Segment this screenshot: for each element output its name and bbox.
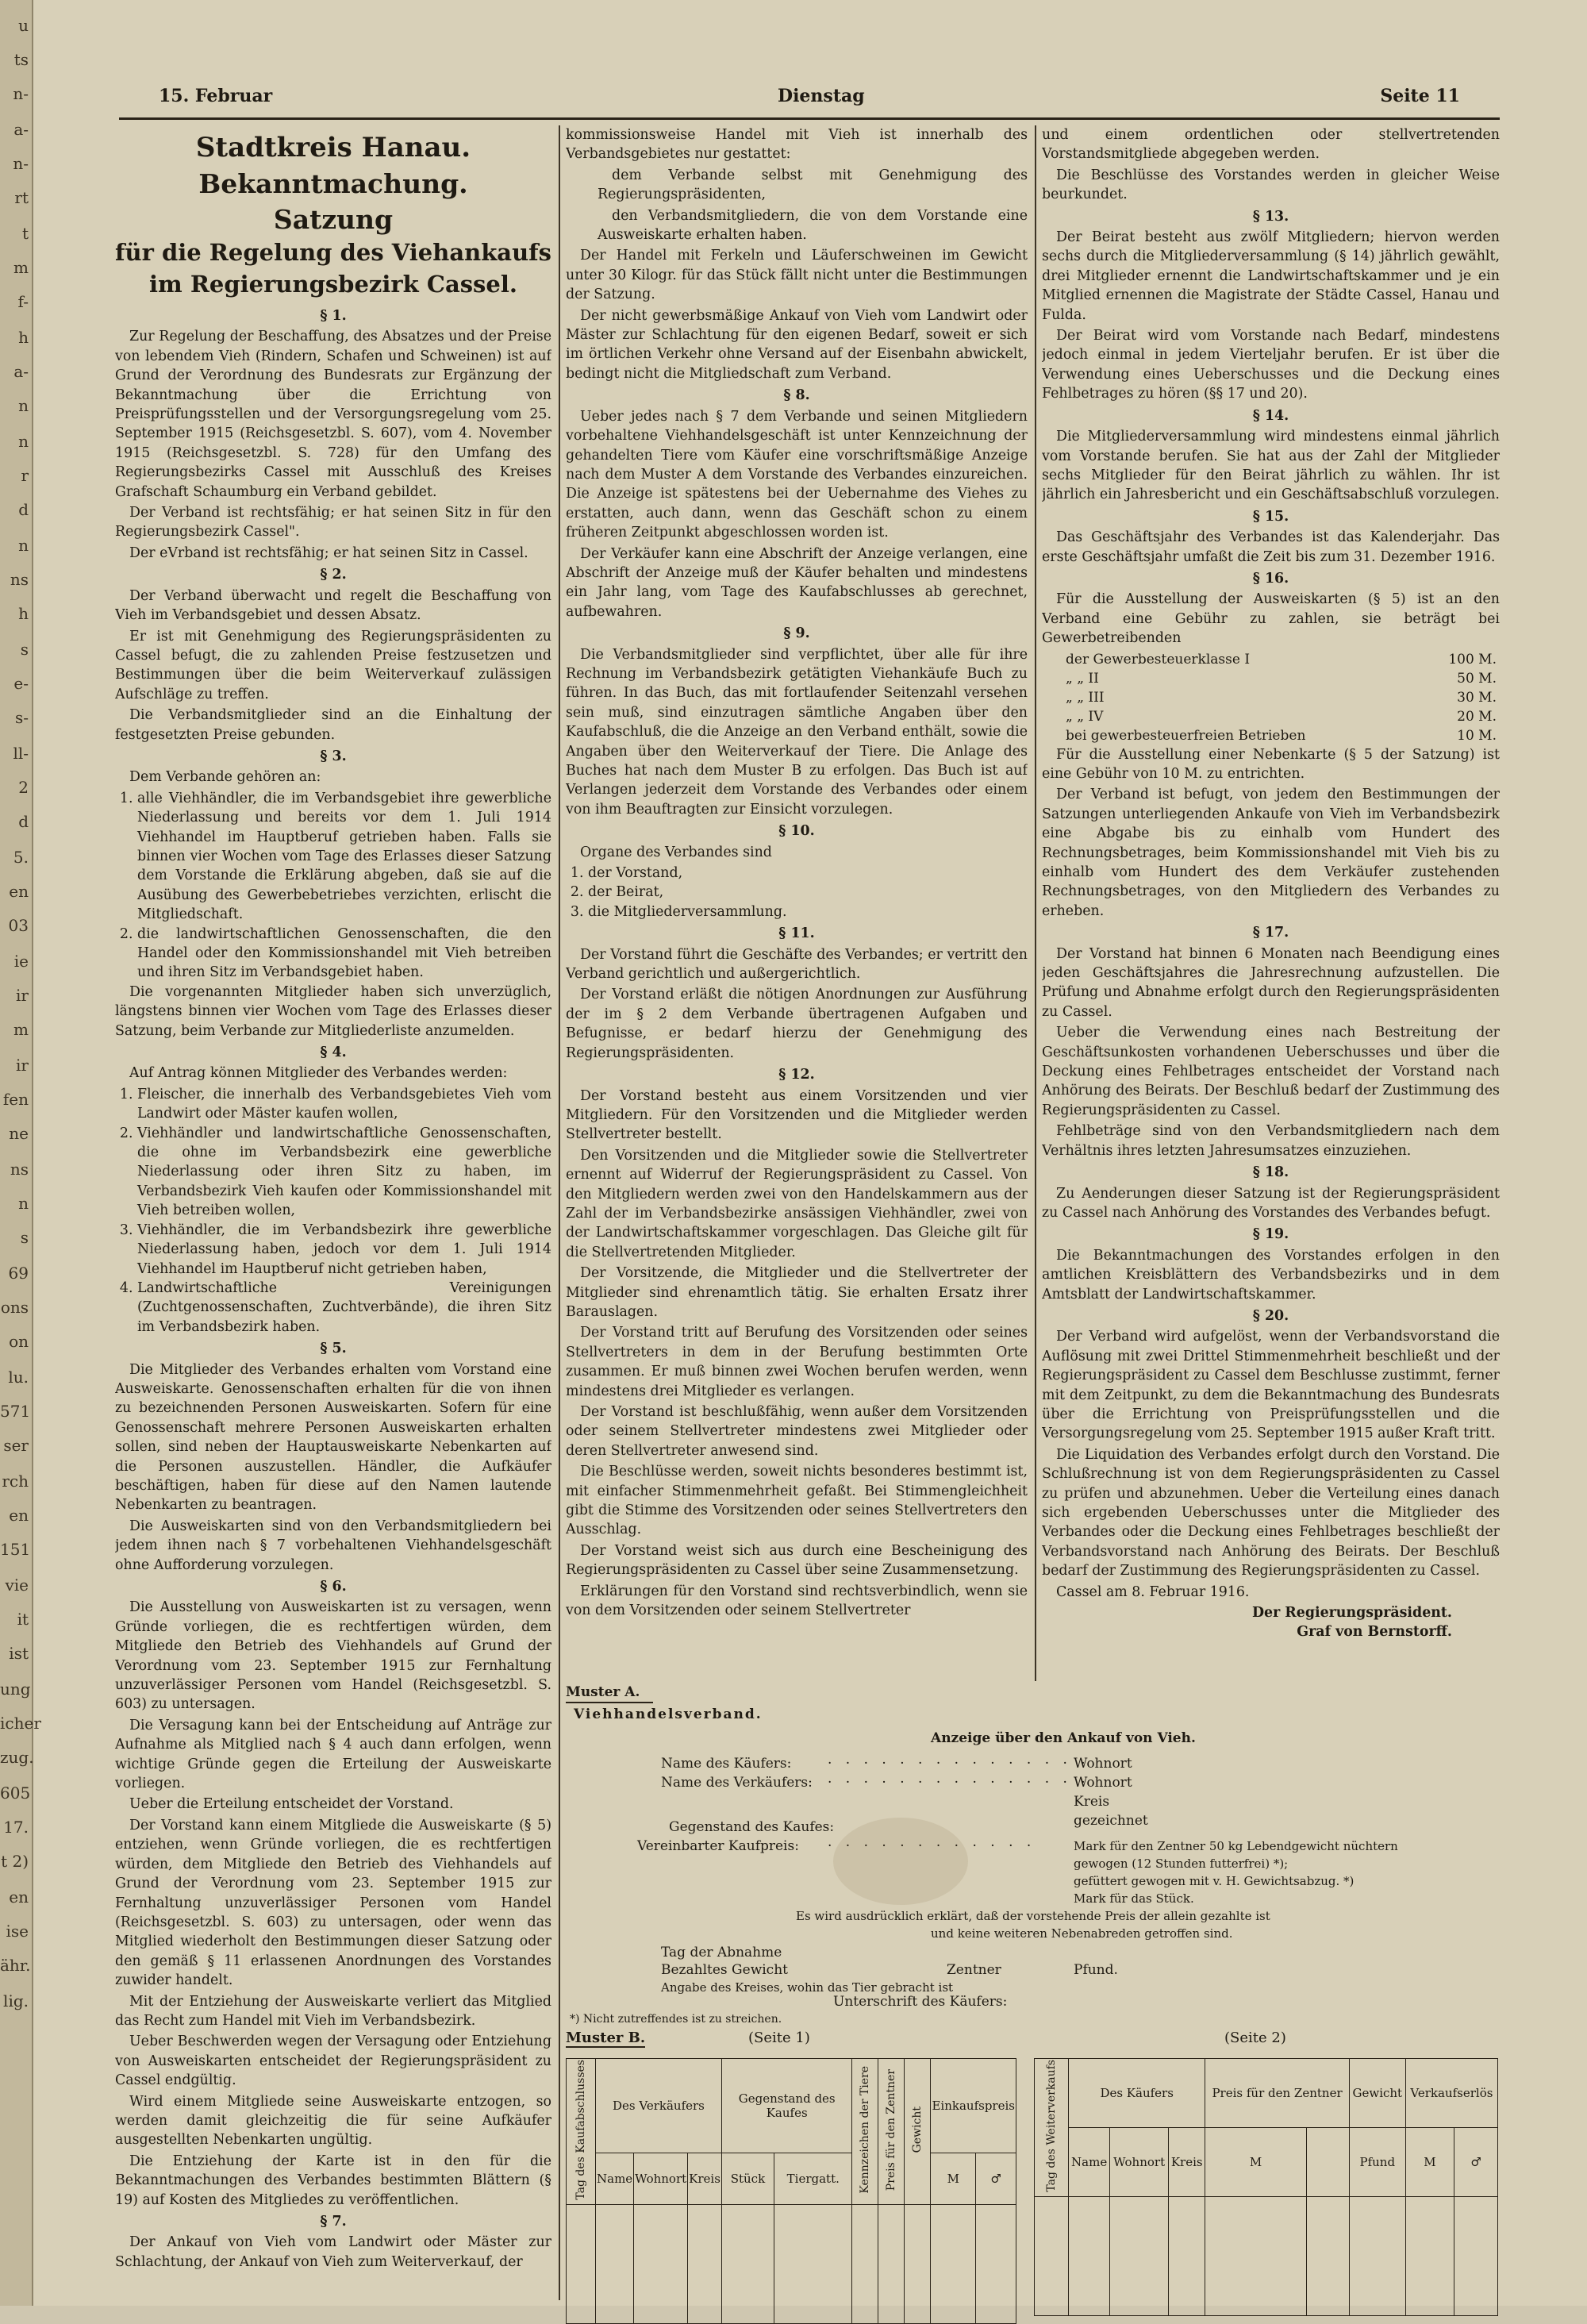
buyer-signature-label: Unterschrift des Käufers: <box>833 1994 1008 2010</box>
paragraph: Organe des Verbandes sind <box>580 844 772 860</box>
dotted-line: · · · · · · · · · · · · <box>828 1838 1036 1854</box>
edge-fragment: ts <box>13 50 29 69</box>
form-muster-a <box>566 1683 1500 1995</box>
paragraph: Der Vorstand kann einem Mitgliede die Ausweiskarte (§ 5) entziehen, wenn Gründe vorliegen, die es rechtfertigen würden, dem Mitgliede den Betrieb des Viehhandels auf Grund der Verordnung vom 23. September 1915 zur Fernhaltung unzuverlässiger Personen vom Handel (Reichsgesetzbl. S. 603) zu untersagen, oder wenn das Mitglied wiederholt den Bestimmungen dieser Satzung oder den gemäß § 11 erlassenen Anordnungen des Vorstandes zuwider handelt. <box>115 1817 551 1989</box>
price-line-3: gefüttert gewogen mit v. H. Gewichtsabzug. *) <box>1074 1874 1355 1888</box>
announcement-title: Bekanntmachung. <box>198 168 468 199</box>
edge-fragment: rt <box>14 188 29 207</box>
section-heading: § 4. <box>320 1045 347 1061</box>
paragraph: Die Versagung kann bei der Entscheidung auf Anträge zur Aufnahme als Mitglied nach § 4 auch dann erfolgen, wenn wichtige Gründe gegen die Erteilung der Ausweiskarte vorliegen. <box>115 1717 551 1792</box>
paragraph: Der Vorsitzende, die Mitglieder und die Stellvertreter der Mitglieder sind ehrenamtlich tätig. Sie erhalten Ersatz ihrer Barauslagen. <box>566 1265 1028 1320</box>
paragraph: Die Entziehung der Karte ist in den für die Bekanntmachungen des Verbandes bestimmten Blättern (§ 19) auf Kosten des Mitgliedes zu veröffentlichen. <box>115 2153 551 2208</box>
list-item: 2. Viehhändler und landwirtschaftliche Genossenschaften, die ohne im Verbandsbezirk eine gewerbliche Niederlassung oder ihren Sitz zu haben, im Verbandsbezirk Vieh kaufen oder Kommissionshandel mit Vieh betreiben wollen, <box>137 1124 551 1221</box>
zentner-label: Zentner <box>947 1962 1001 1978</box>
fee-amount: 100 M. <box>1448 651 1497 668</box>
optional-member-list <box>115 1085 551 1337</box>
col-header: ♂ <box>976 2153 1016 2204</box>
fee-amount: 10 M. <box>1457 727 1497 744</box>
paragraph: Die Liquidation des Verbandes erfolgt durch den Vorstand. Die Schlußrechnung ist von dem Regierungspräsidenten zu Cassel zu prüfen und abzunehmen. Ueber die Verteilung eines danach sich ergebenden Ueberschusses unter die Mitglieder des Verbandes oder die Deckung eines Fehlbetrages beschließt der Verbandsvorstand nach Anhörung des Beirats. Der Beschluß bedarf der Zustimmung des Regierungspräsidenten zu Cassel. <box>1042 1446 1500 1579</box>
list-item: 1. alle Viehhändler, die im Verbandsgebiet ihre gewerbliche Niederlassung und bereits vor dem 1. Juli 1914 Viehhandel im Hauptberuf getrieben haben. Falls sie binnen vier Wochen vom Tage des Erlasses dieser Satzung dem Vorstande die Erklärung abgeben, daß sie auf die Ausübung des Gewerbebetriebes verzichten, erlischt die Mitgliedschaft. <box>137 789 551 925</box>
col-header: Kreis <box>1169 2127 1205 2196</box>
col-header <box>1306 2127 1349 2196</box>
section-heading: § 1. <box>320 308 347 324</box>
table-row <box>1042 650 1500 669</box>
fee-label: „ „ IV <box>1066 708 1104 725</box>
paragraph: Zur Regelung der Beschaffung, des Absatzes und der Preise von lebendem Vieh (Rindern, Schafen und Schweinen) ist auf Grund der Verordnung des Bundesrats zur Ergänzung der Bekanntmachung über die Errichtung von Preisprüfungsstellen und der Versorgungsregelung vom 25. September 1915 (Reichsgesetzbl. S. 607), vom 4. November 1915 (Reichsgesetzbl. S. 728) für den Umfang des Regierungsbezirks Cassel mit Ausschluß des Kreises Grafschaft Schaumburg ein Verband gebildet. <box>115 329 551 500</box>
section-heading: § 11. <box>778 925 815 942</box>
edge-fragment: t <box>21 224 29 243</box>
purchase-book-table <box>566 2058 1016 2324</box>
edge-fragment: u <box>18 16 29 35</box>
list-item: 1. Fleischer, die innerhalb des Verbandsgebietes Vieh vom Landwirt oder Mäster kaufen wollen, <box>137 1085 551 1124</box>
edge-fragment: 69 <box>8 1264 29 1283</box>
muster-b-label: Muster B. <box>566 2030 646 2046</box>
paragraph: Der Vorstand besteht aus einem Vorsitzenden und vier Mitgliedern. Für den Vorsitzenden und die Mitglieder werden Stellvertreter bestellt. <box>566 1087 1028 1143</box>
edge-fragment: 571 <box>0 1402 31 1421</box>
form-association: Viehhandelsverband. <box>574 1706 763 1722</box>
edge-fragment: r <box>21 466 29 485</box>
edge-fragment: n <box>18 536 29 555</box>
edge-fragment: ise <box>6 1922 29 1941</box>
paragraph: Die Verbandsmitglieder sind an die Einhaltung der festgesetzten Preise gebunden. <box>115 707 551 743</box>
table-row <box>1042 669 1500 688</box>
paragraph: Die Mitglieder des Verbandes erhalten vom Vorstand eine Ausweiskarte. Genossenschaften erhalten für die von ihnen zu bezeichnenden Personen Ausweiskarten. Sofern für eine Genossenschaft mehrere Personen Ausweiskarten erhalten sollen, sind neben der Hauptausweiskarte Nebenkarten auf die Personen auszustellen. Händler, die Aufkäufer beschäftigen, haben für diese auf den Namen lautende Nebenkarten zu beantragen. <box>115 1361 551 1514</box>
edge-fragment: ser <box>3 1436 29 1455</box>
edge-fragment: ll- <box>13 744 29 763</box>
destination-label: Angabe des Kreises, wohin das Tier gebracht ist <box>661 1980 954 1995</box>
paragraph: Fehlbeträge sind von den Verbandsmitgliedern nach dem Verhältnis ihres letzten Jahresumsatzes einzuziehen. <box>1042 1123 1500 1159</box>
list-item: 3. die Mitgliederversammlung. <box>588 902 1028 922</box>
section-heading: § 2. <box>320 567 347 583</box>
edge-fragment: ähr. <box>0 1956 31 1975</box>
paragraph: Der Ankauf von Vieh vom Landwirt oder Mäster zur Schlachtung, der Ankauf von Vieh zum Weiterverkauf, der <box>115 2234 551 2270</box>
paragraph: Für die Ausstellung der Ausweiskarten (§ 5) ist an den Verband eine Gebühr zu zahlen, sie beträgt bei Gewerbetreibenden <box>1042 591 1500 647</box>
paragraph: Die Ausstellung von Ausweiskarten ist zu versagen, wenn Gründe vorliegen, die es rechtfertigen würden, dem Mitgliede den Betrieb des Viehhandels auf Grund der Verordnung vom 23. September 1915 zur Fernhaltung unzuverlässiger Personen vom Handel (Reichsgesetzbl. S. 603) zu untersagen. <box>115 1599 551 1713</box>
edge-fragment: d <box>18 812 29 831</box>
section-heading: § 14. <box>1252 407 1289 424</box>
residence-label: Wohnort <box>1074 1756 1132 1772</box>
col-header: ♂ <box>1454 2127 1498 2196</box>
table-row <box>1035 2196 1498 2315</box>
section-heading: § 5. <box>320 1341 347 1357</box>
edge-fragment: lig. <box>3 1991 29 2010</box>
table-header-row <box>567 2059 1016 2153</box>
col-header: Tag des Kaufabschlusses <box>567 2059 596 2205</box>
section-heading: § 13. <box>1252 208 1289 225</box>
edge-fragment: rch <box>2 1472 29 1491</box>
paragraph: Den Vorsitzenden und die Mitglieder sowie die Stellvertreter ernennt auf Widerruf der Regierungspräsident zu Cassel. Von den Mitgliedern werden zwei von den Handelskammern aus der Zahl der im Verbandsbezirke ansässigen Viehhändler, zwei von der Landwirtschaftskammer vorgeschlagen. Das Gleiche gilt für die Stellvertretenden Mitglieder. <box>566 1147 1028 1260</box>
paragraph: Der Vorstand führt die Geschäfte des Verbandes; er vertritt den Verband gerichtlich und außergerichtlich. <box>566 946 1028 983</box>
paragraph: Der Vorstand ist beschlußfähig, wenn außer dem Vorsitzenden oder seinem Stellvertreter mindestens zwei Mitglieder oder deren Stellvertreter anwesend sind. <box>566 1404 1028 1459</box>
table-header-row <box>1035 2127 1498 2196</box>
dotted-line: · · · · · · · · · · · · · · · <box>828 1756 1090 1772</box>
paragraph: Der Beirat wird vom Vorstande nach Bedarf, mindestens jedoch einmal in jedem Vierteljahr berufen. Er ist über die Verwendung eines Ueberschusses und die Deckung eines Fehlbetrages zu hören (§§ 17 und 20). <box>1042 328 1500 402</box>
section-heading: § 17. <box>1252 925 1289 941</box>
edge-fragment: 5. <box>13 848 29 867</box>
fee-label: „ „ II <box>1066 670 1099 687</box>
paragraph: Der nicht gewerbsmäßige Ankauf von Vieh vom Landwirt oder Mäster zur Schlachtung für den eigenen Bedarf, soweit er sich im örtlichen Verkehr ohne Versand auf der Eisenbahn abwickelt, bedingt nicht die Mitgliedschaft zum Verband. <box>566 307 1028 382</box>
signed-label: gezeichnet <box>1074 1813 1148 1829</box>
edge-fragment: it <box>17 1610 29 1629</box>
column-1 <box>115 125 551 2300</box>
section-heading: § 16. <box>1252 570 1289 587</box>
fee-label: bei gewerbesteuerfreien Betrieben <box>1066 727 1306 744</box>
agreed-price-label: Vereinbarter Kaufpreis: <box>637 1838 799 1854</box>
col-header: M <box>1205 2127 1306 2196</box>
edge-fragment: 605 <box>0 1783 31 1803</box>
paragraph: Ueber die Erteilung entscheidet der Vorstand. <box>129 1796 454 1813</box>
paragraph: Die Ausweiskarten sind von den Verbandsmitgliedern bei jedem ihnen nach § 7 vorbehaltenen Viehhandelsgeschäft ohne Aufforderung vorzulegen. <box>115 1518 551 1573</box>
header-page-number: Seite 11 <box>1380 86 1460 106</box>
declaration-line-2: und keine weiteren Nebenabreden getroffen sind. <box>931 1926 1233 1941</box>
paragraph: Für die Ausstellung einer Nebenkarte (§ 5 der Satzung) ist eine Gebühr von 10 M. zu entrichten. <box>1042 746 1500 782</box>
pfund-label: Pfund. <box>1074 1962 1118 1978</box>
col-header: Gewicht <box>1349 2059 1405 2128</box>
col-header: Des Verkäufers <box>596 2059 722 2153</box>
statute-subtitle: für die Regelung des Viehankaufs im Regierungsbezirk Cassel. <box>115 239 551 298</box>
form-muster-b <box>566 2030 1500 2298</box>
edge-fragment: s- <box>14 708 29 727</box>
edge-fragment: ung <box>0 1680 31 1699</box>
form-title: Anzeige über den Ankauf von Vieh. <box>931 1730 1196 1746</box>
edge-fragment: ne <box>9 1124 29 1143</box>
paragraph: kommissionsweise Handel mit Vieh ist innerhalb des Verbandsgebietes nur gestattet: <box>566 127 1028 163</box>
edge-fragment: ons <box>0 1298 29 1317</box>
section-heading: § 6. <box>320 1579 347 1595</box>
edge-fragment: s <box>20 1228 29 1247</box>
list-item: 2. die landwirtschaftlichen Genossenschaften, die den Handel oder den Kommissionshandel mit Vieh betreiben und ihren Sitz im Verbandsgebiet haben. <box>137 925 551 983</box>
acceptance-date-label: Tag der Abnahme <box>661 1945 782 1960</box>
edge-fragment: n- <box>13 154 29 173</box>
paragraph: Die Mitgliederversammlung wird mindestens einmal jährlich vom Vorstande berufen. Sie hat aus der Zahl der Mitglieder sechs Mitglieder für den Beirat jährlich zu wählen. Ihr ist jährlich ein Jahresbericht und ein Geschäftsabschluß vorzulegen. <box>1042 429 1500 503</box>
paragraph: Der Verband ist befugt, von jedem den Bestimmungen der Satzungen unterliegenden Ankaufe von Vieh im Verbandsbezirk eine Abgabe bis zu einhalb vom Hundert des Rechnungsbetrages, beim Kommissionshandel mit Vieh bis zu einhalb vom Hundert des dem Verkäufer zustehenden Rechnungsbetrages, von den Mitgliedern des Verbandes zu erheben. <box>1042 787 1500 919</box>
edge-fragment: s <box>20 640 29 659</box>
edge-fragment: 2 <box>18 778 29 797</box>
edge-fragment: fen <box>2 1090 29 1109</box>
edge-fragment: h <box>18 604 29 623</box>
edge-fragment: ist <box>9 1644 29 1663</box>
edge-fragment: ns <box>10 570 29 589</box>
table-row <box>1042 707 1500 726</box>
edge-fragment: h <box>18 328 29 347</box>
buyer-name-label: Name des Käufers: <box>661 1756 792 1772</box>
header-date: 15. Februar <box>159 86 273 106</box>
organs-list <box>566 864 1028 922</box>
paragraph: Der Verkäufer kann eine Abschrift der Anzeige verlangen, eine Abschrift der Anzeige muß der Käufer behalten und mindestens ein Jahr lang, vom Tage des Kaufabschlusses ab gerechnet, aufbewahren. <box>566 545 1028 620</box>
sales-book-table <box>1034 2058 1498 2316</box>
section-heading: § 12. <box>778 1067 815 1083</box>
col-header: Stück <box>721 2153 774 2204</box>
edge-fragment: n <box>18 396 29 415</box>
paragraph: Die Verbandsmitglieder sind verpflichtet, über alle für ihre Rechnung im Verbandsbezirk getätigten Viehankäufe Buch zu führen. In das Buch, das mit fortlaufender Seitenzahl versehen sein muß, sind einzutragen sämtliche Angaben über den Kaufabschluß, die die Anzeige an den Verband enthält, sowie die Angaben über den Weiterverkauf der Tiere. Die Anlage des Buches hat nach dem Muster B zu erfolgen. Das Buch ist auf Verlangen jederzeit dem Vorstande des Verbandes oder einem von ihm Beauftragten zur Einsicht vorzulegen. <box>566 646 1028 818</box>
edge-fragment: en <box>9 1887 29 1907</box>
price-line-1: Mark für den Zentner 50 kg Lebendgewicht nüchtern <box>1074 1839 1398 1853</box>
section-heading: § 15. <box>1252 508 1289 525</box>
edge-fragment: icher <box>0 1714 41 1733</box>
form-label: Muster A. <box>566 1683 653 1703</box>
paragraph: Die vorgenannten Mitglieder haben sich unverzüglich, längstens binnen vier Wochen vom Tage des Erlasses dieser Satzung, beim Verbande zur Mitgliederliste anzumelden. <box>115 983 551 1039</box>
edge-fragment: ns <box>10 1160 29 1179</box>
paragraph: Der Vorstand tritt auf Berufung des Vorsitzenden oder seines Stellvertreters in dem in der Berufung bestimmten Orte zusammen. Er muß binnen zwei Wochen berufen werden, wenn mindestens drei Mitglieder es verlangen. <box>566 1325 1028 1399</box>
edge-fragment: a- <box>13 362 29 381</box>
district-title: Stadtkreis Hanau. <box>195 132 471 164</box>
edge-fragment: ir <box>16 986 29 1005</box>
col-header: Gegenstand des Kaufes <box>721 2059 852 2153</box>
column-2 <box>566 125 1028 1745</box>
col-header: M <box>931 2153 976 2204</box>
edge-fragment: t 2) <box>1 1852 29 1871</box>
col-header: Name <box>1069 2127 1110 2196</box>
edge-fragment: n <box>18 1194 29 1213</box>
header-weekday: Dienstag <box>778 86 865 106</box>
col-header: Preis für den Zentner <box>878 2059 905 2205</box>
paid-weight-label: Bezahltes Gewicht <box>661 1962 788 1978</box>
col-header: Preis für den Zentner <box>1205 2059 1349 2128</box>
paragraph: Zu Aenderungen dieser Satzung ist der Regierungspräsident zu Cassel nach Anhörung des Vorstandes des Verbandes befugt. <box>1042 1185 1500 1221</box>
fee-amount: 20 M. <box>1457 708 1497 725</box>
edge-fragment: n <box>18 432 29 451</box>
edge-fragment: a- <box>13 120 29 139</box>
header-rule <box>119 117 1500 120</box>
column-divider <box>559 125 560 2300</box>
section-heading: § 10. <box>778 823 815 840</box>
section-heading: § 19. <box>1252 1226 1289 1243</box>
paragraph: und einem ordentlichen oder stellvertretenden Vorstandsmitgliede abgegeben werden. <box>1042 127 1500 163</box>
section-heading: § 18. <box>1252 1164 1289 1181</box>
fee-amount: 30 M. <box>1457 689 1497 706</box>
purchase-object-label: Gegenstand des Kaufes: <box>669 1819 835 1835</box>
paragraph: Der Vorstand hat binnen 6 Monaten nach Beendigung eines jeden Geschäftsjahres die Jahresrechnung aufzustellen. Die Prüfung und Abnahme erfolgt durch den Regierungspräsidenten zu Cassel. <box>1042 945 1500 1020</box>
table-row <box>1042 688 1500 707</box>
col-header: Name <box>596 2153 634 2204</box>
paragraph: Ueber die Verwendung eines nach Bestreitung der Geschäftsunkosten vorhandenen Ueberschusses und über die Deckung eines Fehlbetrages entscheidet der Vorstand nach Anhörung des Beirats. Der Beschluß bedarf der Zustimmung des Regierungspräsidenten zu Cassel. <box>1042 1025 1500 1118</box>
edge-fragment: lu. <box>8 1368 29 1387</box>
page-header <box>159 86 1460 113</box>
paragraph: Das Geschäftsjahr des Verbandes ist das Kalenderjahr. Das erste Geschäftsjahr umfaßt die Zeit bis zum 31. Dezember 1916. <box>1042 529 1500 565</box>
paragraph: Der eVrband ist rechtsfähig; er hat seinen Sitz in Cassel. <box>129 544 528 561</box>
col-header: Gewicht <box>905 2059 931 2205</box>
paragraph: Der Handel mit Ferkeln und Läuferschweinen im Gewicht unter 30 Kilogr. für das Stück fällt nicht unter die Bestimmungen der Satzung. <box>566 248 1028 303</box>
table-row <box>1042 726 1500 745</box>
list-item: 2. der Beirat, <box>588 883 1028 902</box>
list-item: 4. Landwirtschaftliche Vereinigungen (Zuchtgenossenschaften, Zuchtverbände), die ihren Sitz im Verbandsbezirk haben. <box>137 1279 551 1337</box>
edge-fragment: zug. <box>0 1748 34 1767</box>
paragraph: Mit der Entziehung der Ausweiskarte verliert das Mitglied das Recht zum Handel mit Vieh im Verbandsbezirk. <box>115 1993 551 2029</box>
declaration-line-1: Es wird ausdrücklich erklärt, daß der vorstehende Preis der allein gezahlte ist <box>796 1909 1270 1923</box>
paragraph: Erklärungen für den Vorstand sind rechtsverbindlich, wenn sie von dem Vorsitzenden oder seinem Stellvertreter <box>566 1583 1028 1619</box>
edge-fragment: d <box>18 500 29 519</box>
paragraph: Er ist mit Genehmigung des Regierungspräsidenten zu Cassel befugt, die zu zahlenden Preise festzusetzen und Bestimmungen über die beim Weiterverkauf zulässigen Aufschläge zu treffen. <box>115 628 551 702</box>
paragraph: Der Beirat besteht aus zwölf Mitgliedern; hiervon werden sechs durch die Mitgliederversammlung (§ 14) jährlich gewählt, drei Mitglieder ernennt die Landwirtschaftskammer und je ein Mitglied ernennen die Magistrate der Städte Cassel, Hanau und Fulda. <box>1042 229 1500 323</box>
col-header: Tag des Weiterverkaufs <box>1035 2059 1069 2197</box>
col-header: M <box>1405 2127 1454 2196</box>
col-header: Einkaufspreis <box>931 2059 1016 2153</box>
col-header: Wohnort <box>634 2153 688 2204</box>
section-heading: § 8. <box>783 387 810 404</box>
paragraph: Der Verband überwacht und regelt die Beschaffung von Vieh im Verbandsgebiet und dessen Absatz. <box>115 587 551 624</box>
fee-table <box>1042 650 1500 745</box>
col-header: Tiergatt. <box>774 2153 852 2204</box>
paragraph: Die Beschlüsse des Vorstandes werden in gleicher Weise beurkundet. <box>1042 167 1500 203</box>
paper-stain <box>833 1818 968 1905</box>
fee-label: der Gewerbesteuerklasse I <box>1066 651 1251 668</box>
section-heading: § 20. <box>1252 1307 1289 1324</box>
paragraph: Der Verband ist rechtsfähig; er hat seinen Sitz in für den Regierungsbezirk Cassel". <box>115 505 551 541</box>
signatory-title: Der Regierungspräsident. <box>1251 1605 1452 1622</box>
statute-title: Satzung <box>273 204 394 235</box>
edge-fragment: f- <box>17 292 29 311</box>
edge-fragment: ir <box>16 1056 29 1075</box>
col-header: Kreis <box>688 2153 722 2204</box>
price-line-2: gewogen (12 Stunden futterfrei) *); <box>1074 1857 1289 1871</box>
date-line: Cassel am 8. Februar 1916. <box>1056 1583 1250 1600</box>
edge-fragment: m <box>13 1020 29 1039</box>
col-header: Pfund <box>1349 2127 1405 2196</box>
paragraph: Der Vorstand erläßt die nötigen Anordnungen zur Ausführung der im § 2 dem Verbande übertragenen Aufgaben und Befugnisse, er bedarf hierzu der Genehmigung des Regierungspräsidenten. <box>566 987 1028 1061</box>
list-item: 3. Viehhändler, die im Verbandsbezirk ihre gewerbliche Niederlassung haben, jedoch vor dem 1. Juli 1914 Viehhandel im Hauptberuf nicht getrieben haben, <box>137 1221 551 1279</box>
edge-fragment: e- <box>13 674 29 693</box>
col-header: Des Käufers <box>1069 2059 1205 2128</box>
section-heading: § 3. <box>320 748 347 764</box>
edge-fragment: ie <box>13 952 29 971</box>
edge-fragment: m <box>13 258 29 277</box>
paragraph: Ueber Beschwerden wegen der Versagung oder Entziehung von Ausweiskarten entscheidet der Regierungspräsident zu Cassel endgültig. <box>115 2034 551 2089</box>
edge-fragment: n- <box>13 84 29 103</box>
table-header-row <box>1035 2059 1498 2128</box>
column-3 <box>1042 125 1500 1745</box>
page-1-label: (Seite 1) <box>748 2030 810 2046</box>
signatory-name: Graf von Bernstorff. <box>1297 1624 1452 1641</box>
fee-label: „ „ III <box>1066 689 1105 706</box>
column-divider <box>1035 125 1036 1681</box>
footnote: *) Nicht zutreffendes ist zu streichen. <box>570 2013 782 2026</box>
paragraph: Wird einem Mitgliede seine Ausweiskarte entzogen, so werden damit gleichzeitig die für seine Aufkäufer ausgestellten Nebenkarten ungültig. <box>115 2093 551 2149</box>
seller-name-label: Name des Verkäufers: <box>661 1775 813 1791</box>
list-item: 1. der Vorstand, <box>588 864 1028 883</box>
edge-fragment: on <box>9 1332 29 1351</box>
member-list <box>115 789 551 983</box>
dotted-line: · · · · · · · · · · · · · · · <box>828 1775 1090 1791</box>
price-line-4: Mark für das Stück. <box>1074 1891 1194 1906</box>
edge-fragment: en <box>9 1506 29 1525</box>
paragraph: Dem Verbande gehören an: <box>129 769 321 786</box>
adjacent-page-edge <box>0 0 41 2306</box>
paragraph: Die Beschlüsse werden, soweit nichts besonderes bestimmt ist, mit einfacher Stimmenmehrheit gefaßt. Bei Stimmengleichheit gibt die Stimme des Vorsitzenden oder seines Stellvertreters den Ausschlag. <box>566 1464 1028 1538</box>
edge-fragment: en <box>9 882 29 901</box>
col-header: Kennzeichen der Tiere <box>852 2059 878 2205</box>
residence-label: Wohnort <box>1074 1775 1132 1791</box>
col-header: Wohnort <box>1110 2127 1169 2196</box>
edge-fragment: vie <box>5 1576 29 1595</box>
district-label: Kreis <box>1074 1794 1110 1810</box>
edge-fragment: 03 <box>8 916 29 935</box>
page-2-label: (Seite 2) <box>1224 2030 1286 2046</box>
section-heading: § 7. <box>320 2214 347 2230</box>
paragraph: den Verbandsmitgliedern, die von dem Vorstande eine Ausweiskarte erhalten haben. <box>598 207 1028 244</box>
fee-amount: 50 M. <box>1457 670 1497 687</box>
paragraph: Der Vorstand weist sich aus durch eine Bescheinigung des Regierungspräsidenten zu Cassel über seine Zusammensetzung. <box>566 1542 1028 1579</box>
paragraph: dem Verbande selbst mit Genehmigung des Regierungspräsidenten, <box>598 167 1028 203</box>
paragraph: Der Verband wird aufgelöst, wenn der Verbandsvorstand die Auflösung mit zwei Drittel Stimmenmehrheit beschließt und der Regierungspräsident zu Cassel dem Beschlusse zustimmt, ferner mit dem Zeitpunkt, zu dem die Bekanntmachung des Bundesrats über die Errichtung von Preisprüfungsstellen und die Versorgungsregelung vom 25. September 1915 außer Kraft tritt. <box>1042 1329 1500 1442</box>
section-heading: § 9. <box>783 625 810 642</box>
edge-fragment: 151 <box>0 1540 31 1559</box>
edge-fragment: 17. <box>3 1818 29 1837</box>
paragraph: Die Bekanntmachungen des Vorstandes erfolgen in den amtlichen Kreisblättern des Verbandsbezirks und in dem Amtsblatt der Landwirtschaftskammer. <box>1042 1247 1500 1302</box>
paragraph: Auf Antrag können Mitglieder des Verbandes werden: <box>129 1065 508 1082</box>
table-header-row <box>567 2153 1016 2204</box>
col-header: Verkaufserlös <box>1405 2059 1497 2128</box>
paragraph: Ueber jedes nach § 7 dem Verbande und seinen Mitgliedern vorbehaltene Viehhandelsgeschäft ist unter Kennzeichnung der gehandelten Tiere vom Käufer eine vorschriftsmäßige Anzeige nach dem Muster A dem Vorstande des Verbandes einzureichen. Die Anzeige ist spätestens bei der Uebernahme des Viehes zu erstatten, auch dann, wenn das Geschäft schon zu einem früheren Zeitpunkt abgeschlossen worden ist. <box>566 408 1028 541</box>
